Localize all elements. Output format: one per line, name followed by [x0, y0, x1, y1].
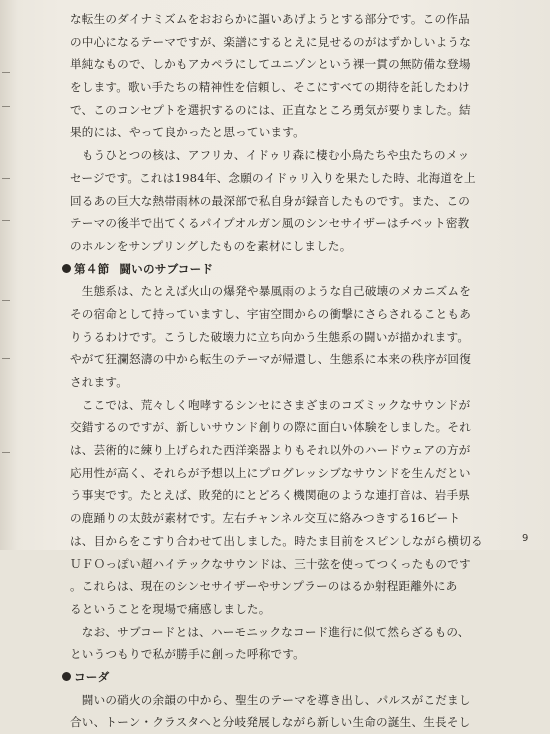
- text-line: の鹿踊りの太鼓が素材です。左右チャンネル交互に絡みつきする16ビート: [70, 511, 461, 526]
- text-line: は、芸術的に練り上げられた西洋楽器よりもそれ以外のハードウェアの方が: [70, 443, 471, 458]
- section-heading: [62, 258, 502, 281]
- binding-gutter: [0, 0, 14, 550]
- page-text-body: [70, 8, 502, 734]
- text-line: の中心になるテーマですが、楽譜にするとえに見せるのがはずかしいような: [70, 34, 471, 49]
- text-line: 合い、トーン・クラスタへと分岐発展しながら新しい生命の誕生、生長そし: [70, 715, 471, 730]
- text-line: ＵＦＯっぽい超ハイテックなサウンドは、三十弦を使ってつくったものです: [70, 556, 471, 571]
- text-line: は、目からをこすり合わせて出しました。時たま目前をスピンしながら横切る: [70, 533, 483, 548]
- text-line: というつもりで私が勝手に創った呼称です。: [70, 647, 305, 662]
- text-line: 単純なもので、しかもアカペラにしてユニゾンという裸一貫の無防備な登場: [70, 57, 471, 72]
- text-line: 回るあの巨大な熱帯雨林の最深部で私自身が録音したものです。また、この: [70, 193, 471, 208]
- coda-title: コーダ: [74, 669, 110, 684]
- text-line: 。これらは、現在のシンセサイザーやサンプラーのはるか射程距離外にあ: [70, 579, 458, 594]
- text-line: う事実です。たとえば、敗発的にとどろく機関砲のような連打音は、岩手県: [70, 488, 471, 503]
- text-line: のホルンをサンプリングしたものを素材にしました。: [70, 238, 352, 253]
- text-line: セージです。これは1984年、念願のイドゥリ入りを果たした時、北海道を上: [70, 170, 476, 185]
- coda-body: [70, 689, 502, 734]
- section-number: 第４節: [74, 261, 110, 276]
- bullet-icon: [62, 264, 71, 273]
- text-line: な転生のダイナミズムをおおらかに謳いあげようとする部分です。この作品: [70, 12, 470, 26]
- text-line: なお、サブコードとは、ハーモニックなコード進行に似て然らざるもの、: [70, 624, 470, 639]
- text-line: るということを現場で痛感しました。: [70, 601, 271, 616]
- section-body: [70, 280, 502, 666]
- text-line: をします。歌い手たちの精神性を信頼し、そこにすべての期待を託したわけ: [70, 80, 470, 95]
- page-number: 9: [522, 533, 529, 544]
- text-line: 闘いの硝火の余韻の中から、聖生のテーマを導き出し、パルスがこだまし: [70, 692, 471, 707]
- text-line: 生態系は、たとえば火山の爆発や暴風雨のような自己破壊のメカニズムを: [70, 284, 471, 299]
- text-line: りうるわけです。こうした破壊力に立ち向かう生態系の闘いが描かれます。: [70, 329, 470, 344]
- text-line: その宿命として持っていますし、宇宙空間からの衝撃にさらされることもあ: [70, 306, 471, 321]
- bullet-icon: [62, 672, 71, 681]
- section-title: 闘いのサブコード: [119, 261, 214, 276]
- text-line: ここでは、荒々しく咆哮するシンセにさまざまのコズミックなサウンドが: [70, 397, 471, 412]
- text-line: 応用性が高く、それらが予想以上にプログレッシブなサウンドを生んだとい: [70, 465, 471, 480]
- text-line: されます。: [70, 375, 129, 389]
- text-line: やがて狂瀾怒濤の中から転生のテーマが帰還し、生態系に本来の秩序が回復: [70, 352, 471, 367]
- coda-heading: [62, 666, 502, 689]
- text-line: テーマの後半で出てくるパイプオルガン風のシンセサイザーはチベット密教: [70, 216, 470, 231]
- text-line: 果的には、やって良かったと思っています。: [70, 125, 305, 140]
- text-line: 交錯するのですが、新しいサウンド創りの際に面白い体験をしました。それ: [70, 420, 471, 435]
- text-line: もうひとつの核は、アフリカ、イドゥリ森に棲む小鳥たちや虫たちのメッ: [70, 148, 470, 163]
- intro-paragraphs: [70, 8, 502, 258]
- text-line: で、このコンセプトを選択するのには、正直なところ勇気が要りました。結: [70, 102, 471, 117]
